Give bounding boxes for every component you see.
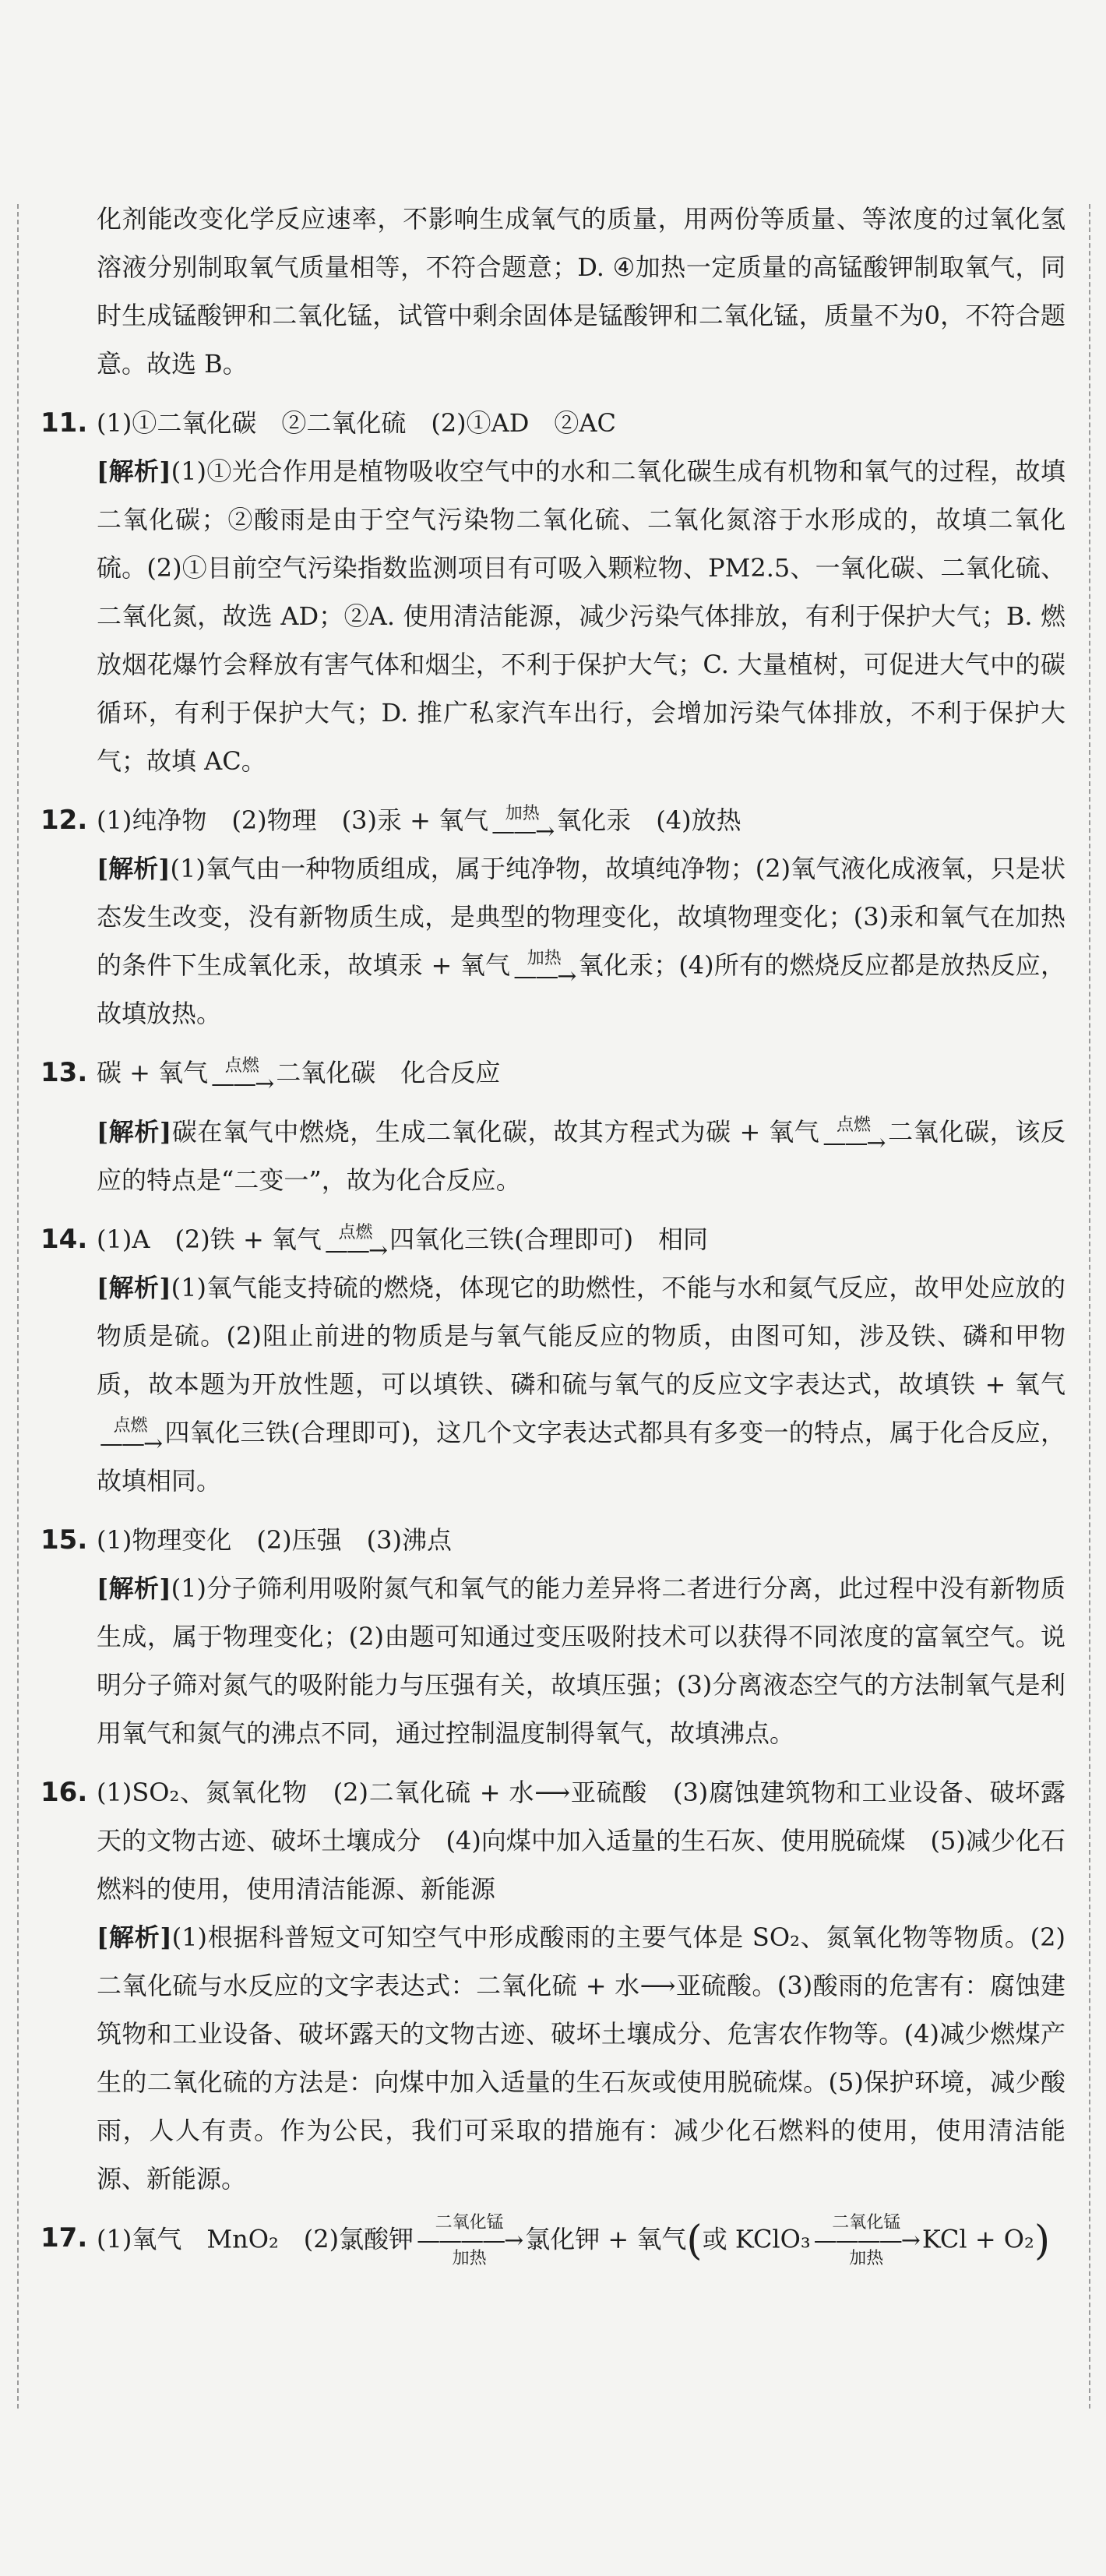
q14-analysis-tag: [解析] [97,1273,171,1302]
q17-reaction-arrow-2: 二氧化锰 ————→ 加热 [813,2213,919,2268]
q11-analysis [41,447,1065,785]
q15-analysis [41,1564,1065,1757]
q12-answer-text-b: 氧化汞 (4)放热 [556,805,741,835]
q14-answer-text-a: (1)A (2)铁 + 氧气 [97,1225,322,1254]
q16-analysis [41,1913,1065,2203]
q16-analysis-text-b: 亚硫酸。(3)酸雨的危害有：腐蚀建筑物和工业设备、破坏露天的文物古迹、破坏土壤成分、危害农作物等。(4)减少燃煤产生的二氧化硫的方法是：向煤中加入适量的生石灰或使用脱硫煤。(5)保护环境，减少酸雨，人人有责。作为公民，我们可采取的措施有：减少化石燃料的使用，使用清洁能源、新能源。 [97,1971,1065,2194]
q14-number: 14. [41,1224,88,1255]
q16-answer-text-b: 亚硫酸 (3)腐蚀建筑物和工业设备、破坏露天的文物古迹、破坏土壤成分 (4)向煤中加入适量的生石灰、使用脱硫煤 (5)减少化石燃料的使用，使用清洁能源、新能源 [97,1778,1065,1904]
q13-analysis-tag: [解析] [97,1117,172,1147]
q17-answer [41,2214,1065,2268]
q16-reaction-arrow: ⟶ [534,1778,571,1807]
q17-answer-text-b: 氯化钾 + 氧气 [525,2224,687,2254]
binding-line-left [17,204,19,2409]
q12-analysis-arrow: 加热 ——→ [513,948,576,990]
q12-number: 12. [41,805,88,836]
q17-arrow-1-bottom: 加热 [452,2249,487,2268]
q12-analysis-tag: [解析] [97,854,171,883]
q15-number: 15. [41,1524,88,1556]
q17-number: 17. [41,2222,88,2254]
q15-analysis-tag: [解析] [97,1573,171,1603]
q17-answer-text-a: (1)氧气 MnO₂ (2)氯酸钾 [97,2224,414,2254]
q11-answer-text: (1)①二氧化碳 ②二氧化硫 (2)①AD ②AC [97,408,617,438]
answer-content [41,195,1065,2268]
q11-analysis-text: (1)①光合作用是植物吸收空气中的水和二氧化碳生成有机物和氧气的过程，故填二氧化碳；②酸雨是由于空气污染物二氧化硫、二氧化氮溶于水形成的，故填二氧化硫。(2)①目前空气污染指数监测项目有可吸入颗粒物、PM2.5、一氧化碳、二氧化硫、二氧化氮，故选 AD；②A. 使用清洁能源，减少污染气体排放，有利于保护大气；B. 燃放烟花爆竹会释放有害气体和烟尘，不利于保护大气；C. 大量植树，可促进大气中的碳循环，有利于保护大气；D. 推广私家汽车出行，会增加污染气体排放，不利于保护大气；故填 AC。 [97,456,1065,776]
q15-answer [41,1516,1065,1564]
q17-reaction-arrow-1: 二氧化锰 ————→ 加热 [417,2213,523,2268]
q14-answer-text-b: 四氧化三铁(合理即可) 相同 [389,1225,709,1254]
q13-answer [41,1048,1065,1097]
q14-analysis-arrow: 点燃 ——→ [100,1415,162,1457]
q13-analysis-text-b: 二氧化碳，该反应的特点是“二变一”，故为化合反应。 [97,1117,1065,1195]
q14-analysis [41,1263,1065,1505]
q17-answer-text-d: KCl + O₂ [921,2224,1034,2254]
q17-answer-text-c: 或 KClO₃ [702,2224,811,2254]
q17-arrow-2-bottom: 加热 [849,2249,884,2268]
q12-analysis-text-b: 氧化汞；(4)所有的燃烧反应都是放热反应，故填放热。 [97,950,1065,1028]
q15-answer-text: (1)物理变化 (2)压强 (3)沸点 [97,1525,452,1555]
q17-paren-close: ) [1034,2218,1051,2264]
q13-analysis-arrow: 点燃 ——→ [822,1115,885,1157]
q12-arrow-condition: 加热 [505,803,540,823]
q11-number: 11. [41,407,88,439]
q16-answer [41,1768,1065,1913]
q13-analysis-arrow-condition: 点燃 [836,1115,871,1135]
q17-arrow-2-top: 二氧化锰 [832,2213,901,2232]
binding-line-right [1089,204,1090,2409]
q12-answer-text-a: (1)纯净物 (2)物理 (3)汞 + 氧气 [97,805,489,835]
q13-reaction-arrow: 点燃 ——→ [211,1055,273,1098]
q14-reaction-arrow: 点燃 ——→ [324,1222,387,1264]
q13-answer-text-a: 碳 + 氧气 [97,1058,209,1087]
q12-analysis-text-a: (1)氧气由一种物质组成，属于纯净物，故填纯净物；(2)氧气液化成液氧，只是状态发生改变，没有新物质生成，是典型的物理变化，故填物理变化；(3)汞和氧气在加热的条件下生成氧化汞，故填汞 + 氧气 [97,854,1065,980]
q17-paren-open: ( [686,2218,703,2264]
q16-analysis-tag: [解析] [97,1922,172,1952]
q12-analysis-arrow-condition: 加热 [527,948,562,968]
q11-answer [41,399,1065,447]
q16-analysis-text-a: (1)根据科普短文可知空气中形成酸雨的主要气体是 SO₂、氮氧化物等物质。(2)二氧化硫与水反应的文字表达式：二氧化硫 + 水 [97,1922,1065,2000]
q13-number: 13. [41,1057,88,1088]
q16-analysis-arrow: ⟶ [639,1971,676,2000]
q14-analysis-text-b: 四氧化三铁(合理即可)，这几个文字表达式都具有多变一的特点，属于化合反应，故填相同。 [97,1418,1065,1496]
q12-reaction-arrow: 加热 ——→ [491,803,554,845]
q14-answer [41,1215,1065,1263]
q16-answer-text-a: (1)SO₂、氮氧化物 (2)二氧化硫 + 水 [97,1778,535,1807]
q12-analysis [41,844,1065,1038]
q15-analysis-text: (1)分子筛利用吸附氮气和氧气的能力差异将二者进行分离，此过程中没有新物质生成，属于物理变化；(2)由题可知通过变压吸附技术可以获得不同浓度的富氧空气。说明分子筛对氮气的吸附能力与压强有关，故填压强；(3)分离液态空气的方法制氧气是利用氧气和氮气的沸点不同，通过控制温度制得氧气，故填沸点。 [97,1573,1065,1748]
q12-answer [41,796,1065,844]
q13-analysis [41,1108,1065,1204]
q14-arrow-condition: 点燃 [338,1222,373,1242]
q11-analysis-tag: [解析] [97,456,171,486]
q13-analysis-text-a: 碳在氧气中燃烧，生成二氧化碳，故其方程式为碳 + 氧气 [171,1117,820,1147]
continuation-paragraph: 化剂能改变化学反应速率，不影响生成氧气的质量，用两份等质量、等浓度的过氧化氢溶液分别制取氧气质量相等，不符合题意；D. ④加热一定质量的高锰酸钾制取氧气，同时生成锰酸钾和二氧化锰，试管中剩余固体是锰酸钾和二氧化锰，质量不为0，不符合题意。故选 B。 [97,204,1065,379]
q14-analysis-arrow-condition: 点燃 [113,1415,148,1436]
q13-arrow-condition: 点燃 [224,1055,259,1076]
q16-number: 16. [41,1777,88,1808]
q14-analysis-text-a: (1)氧气能支持硫的燃烧，体现它的助燃性，不能与水和氦气反应，故甲处应放的物质是硫。(2)阻止前进的物质是与氧气能反应的物质，由图可知，涉及铁、磷和甲物质，故本题为开放性题，可以填铁、磷和硫与氧气的反应文字表达式，故填铁 + 氧气 [97,1273,1065,1399]
q17-arrow-1-top: 二氧化锰 [435,2213,504,2232]
q13-answer-text-b: 二氧化碳 化合反应 [276,1058,501,1087]
